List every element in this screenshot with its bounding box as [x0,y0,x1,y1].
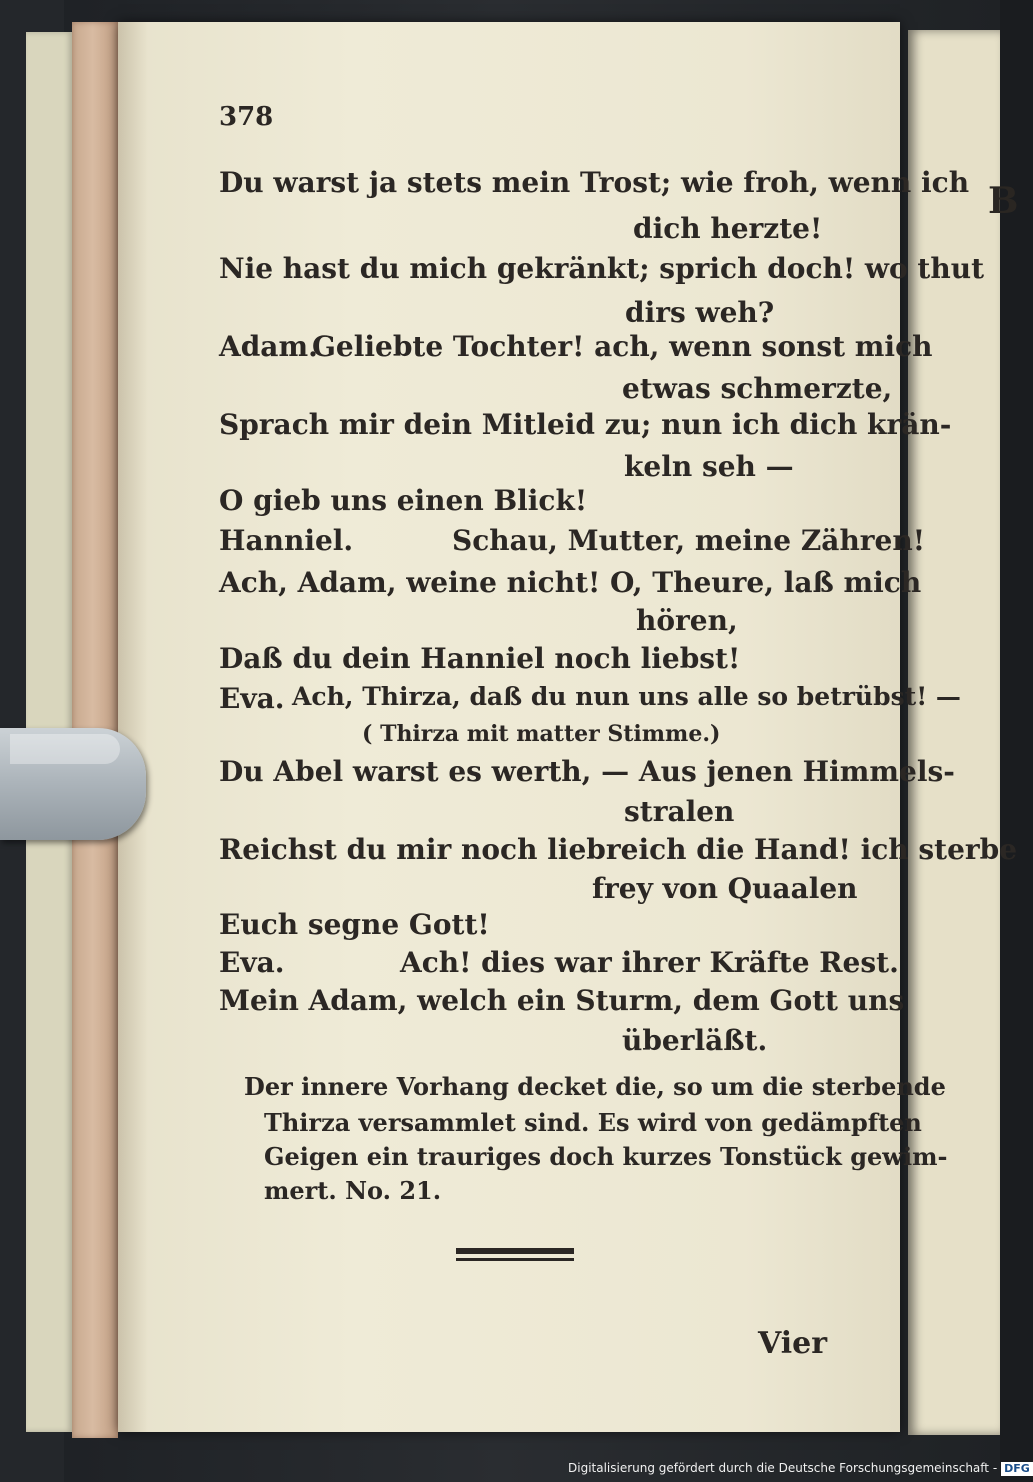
speaker-name: Eva. [219,682,285,715]
verse-line-continuation: stralen [624,795,735,828]
speaker-name: Eva. [219,946,285,979]
verse-line: Euch segne Gott! [219,908,490,941]
section-rule [456,1248,574,1254]
verse-line: Mein Adam, welch ein Sturm, dem Gott uns [219,984,905,1017]
scanner-clip [0,728,146,840]
stage-cue: ( Thirza mit matter Stimme.) [362,721,721,747]
catchword: Vier [758,1326,828,1361]
right-page-fragment [908,30,1019,1435]
page-number: 378 [219,102,274,132]
verse-line: Du warst ja stets mein Trost; wie froh, wenn ich [219,166,970,199]
stage-direction-line: Der innere Vorhang decket die, so um die sterbende [244,1072,946,1101]
verse-line-continuation: dich herzte! [633,212,823,245]
verse-line: Du Abel warst es werth, — Aus jenen Himmels- [219,755,955,788]
verse-line-continuation: frey von Quaalen [592,872,858,905]
section-rule [456,1258,574,1261]
stage-direction-line: mert. No. 21. [264,1176,442,1205]
footer-text: Digitalisierung gefördert durch die Deutsche Forschungsgemeinschaft - [568,1461,998,1475]
digitization-footer [568,1459,1030,1478]
verse-line: Geliebte Tochter! ach, wenn sonst mich [312,330,933,363]
stage-direction-line: Geigen ein trauriges doch kurzes Tonstück gewim- [264,1142,948,1171]
verse-line-continuation: keln seh — [624,450,794,483]
verse-line: Ach, Adam, weine nicht! O, Theure, laß mich [219,566,922,599]
verse-line-continuation: etwas schmerzte, [622,372,893,405]
verse-line-continuation: überläßt. [622,1024,768,1057]
stage-direction-line: Thirza versammlet sind. Es wird von gedämpften [264,1108,922,1137]
verse-line-continuation: hören, [636,604,738,637]
verse-line: Ach, Thirza, daß du nun uns alle so betrübst! — [292,682,961,711]
speaker-name: Hanniel. [219,524,354,557]
verse-line: Ach! dies war ihrer Kräfte Rest. [400,946,899,979]
gutter-shadow [118,22,148,1432]
verse-line: Sprach mir dein Mitleid zu; nun ich dich krän- [219,408,952,441]
verse-line: Daß du dein Hanniel noch liebst! [219,642,741,675]
verse-line: Schau, Mutter, meine Zähren! [452,524,926,557]
speaker-name: Adam. [219,330,318,363]
right-page-letter: B [988,180,1019,222]
verse-line: Reichst du mir noch liebreich die Hand! ich sterbe [219,833,1018,866]
verse-line-continuation: dirs weh? [625,296,775,329]
verse-line: O gieb uns einen Blick! [219,484,588,517]
dfg-logo: DFG [1001,1462,1033,1476]
verse-line: Nie hast du mich gekränkt; sprich doch! wo thut [219,252,984,285]
